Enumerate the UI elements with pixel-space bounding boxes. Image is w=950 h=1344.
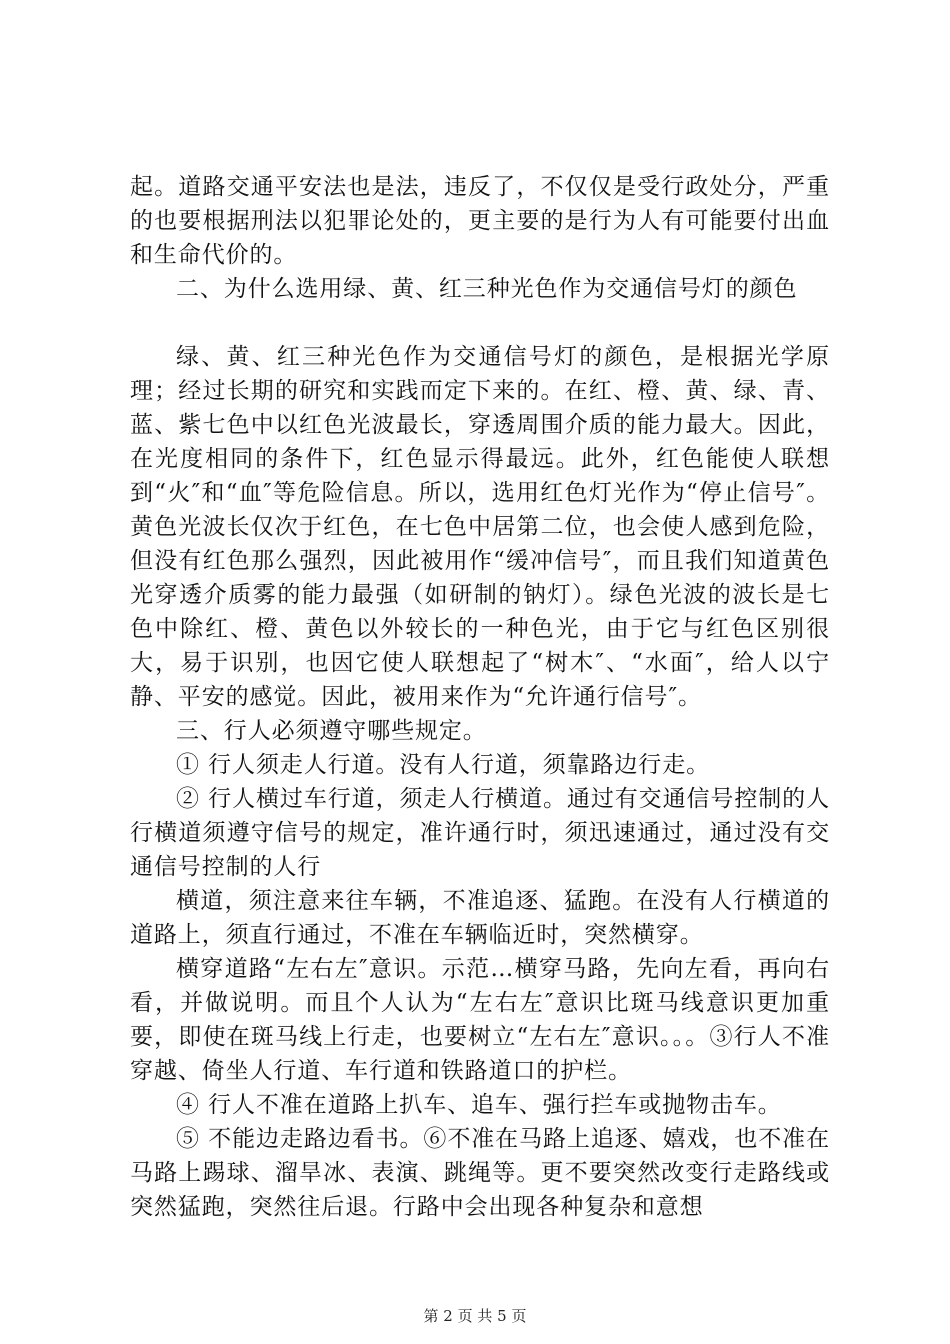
page-footer: 第 2 页 共 5 页	[423, 1307, 527, 1325]
section-heading-3: 三、行人必须遵守哪些规定。	[176, 718, 487, 744]
rule-item-5-6: ⑤ 不能边走路边看书。⑥不准在马路上追逐、嬉戏，也不准在马路上踢球、溜旱冰、表演、跳绳等。更不要突然改变行走路线或突然猛跑，突然往后退。行路中会出现各种复杂和意想	[130, 1126, 830, 1220]
section-heading-2: 二、为什么选用绿、黄、红三种光色作为交通信号灯的颜色	[176, 276, 798, 302]
paragraph-1: 起。道路交通平安法也是法，违反了，不仅仅是受行政处分，严重的也要根据刑法以犯罪论处的，更主要的是行为人有可能要付出血和生命代价的。	[130, 174, 830, 268]
paragraph-traffic-light-colors: 绿、黄、红三种光色作为交通信号灯的颜色，是根据光学原理；经过长期的研究和实践而定下来的。在红、橙、黄、绿、青、蓝、紫七色中以红色光波最长，穿透周围介质的能力最大。因此，在光度相同的条件下，红色显示得最远。此外，红色能使人联想到“火″和“血″等危险信息。所以，选用红色灯光作为“停止信号″。黄色光波长仅次于红色，在七色中居第二位，也会使人感到危险，但没有红色那么强烈，因此被用作“缓冲信号″，而且我们知道黄色光穿透介质雾的能力最强（如研制的钠灯）。绿色光波的波长是七色中除红、橙、黄色以外较长的一种色光，由于它与红色区别很大，易于识别，也因它使人联想起了“树木″、“水面″，给人以宁静、平安的感觉。因此，被用来作为“允许通行信号″。	[130, 344, 830, 710]
document-body	[130, 170, 830, 1224]
rule-item-1: ① 行人须走人行道。没有人行道，须靠路边行走。	[176, 752, 711, 778]
rule-item-2: ② 行人横过车行道，须走人行横道。通过有交通信号控制的人行横道须遵守信号的规定，准许通行时，须迅速通过，通过没有交通信号控制的人行	[130, 786, 830, 880]
paragraph-left-right-left: 横穿道路“左右左″意识。示范…横穿马路，先向左看，再向右看，并做说明。而且个人认为“左右左″意识比斑马线意识更加重要，即使在斑马线上行走，也要树立“左右左″意识。。。③行人不准穿越、倚坐人行道、车行道和铁路道口的护栏。	[130, 956, 830, 1084]
rule-item-4: ④ 行人不准在道路上扒车、追车、强行拦车或抛物击车。	[176, 1092, 782, 1118]
rule-item-2-continued: 横道，须注意来往车辆，不准追逐、猛跑。在没有人行横道的道路上，须直行通过，不准在车辆临近时，突然横穿。	[130, 888, 830, 948]
